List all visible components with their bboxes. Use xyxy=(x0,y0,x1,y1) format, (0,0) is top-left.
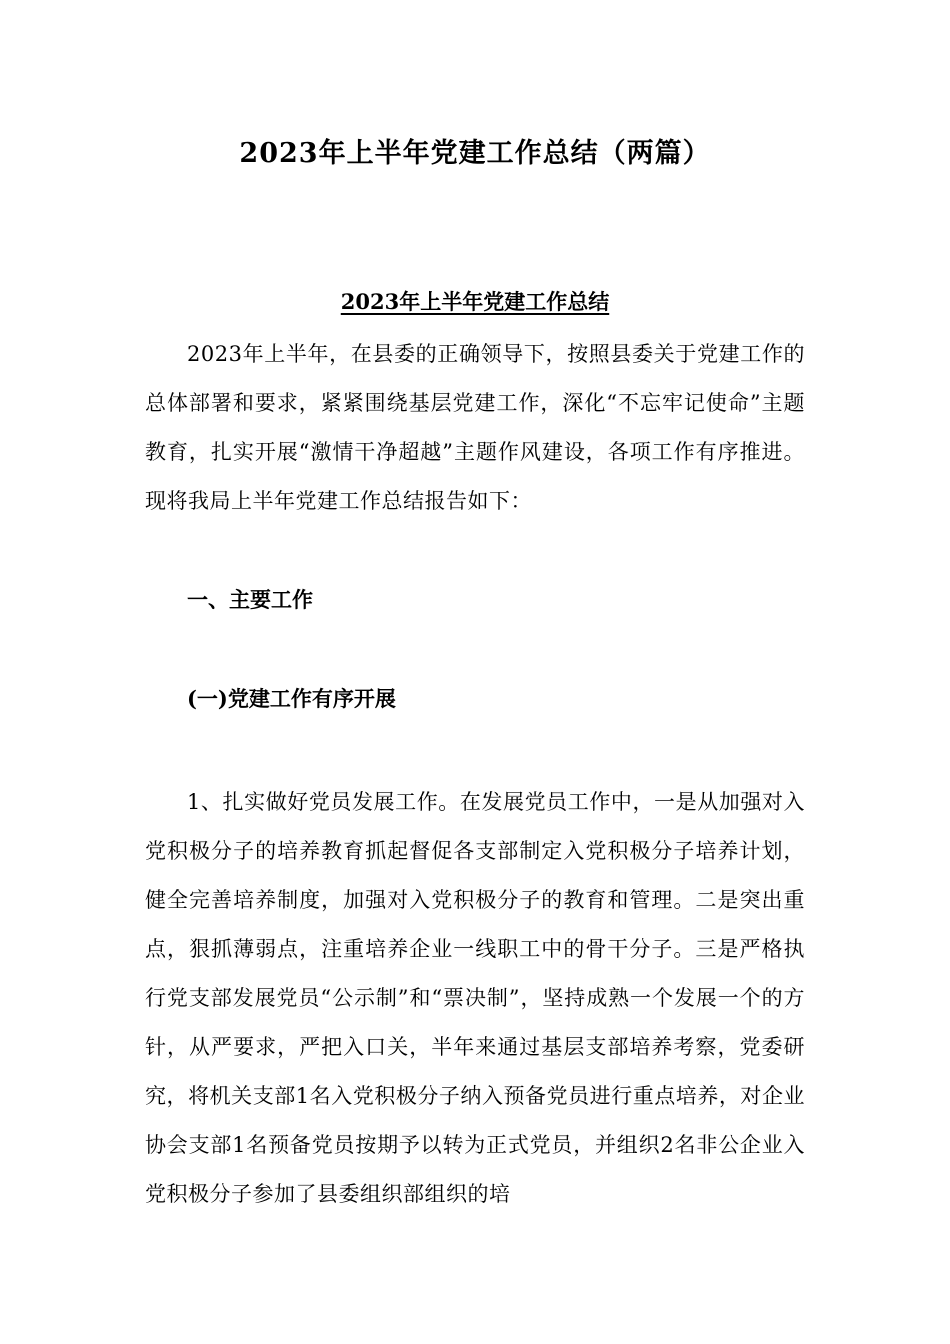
subsection-heading: (一)党建工作有序开展 xyxy=(187,686,396,711)
intro-paragraph: 2023年上半年，在县委的正确领导下，按照县委关于党建工作的总体部署和要求，紧紧围绕基层党建工作，深化“不忘牢记使命”主题教育，扎实开展“激情干净超越”主题作风建设，各项工作有序推进。现将我局上半年党建工作总结报告如下： xyxy=(145,342,805,513)
subtitle-text: 2023年上半年党建工作总结 xyxy=(340,289,610,314)
document-title: 2023年上半年党建工作总结（两篇） xyxy=(239,138,711,169)
section-heading: 一、主要工作 xyxy=(187,587,313,612)
body-paragraph: 1、扎实做好党员发展工作。在发展党员工作中，一是从加强对入党积极分子的培养教育抓起督促各支部制定入党积极分子培养计划，健全完善培养制度，加强对入党积极分子的教育和管理。二是突出重点，狠抓薄弱点，注重培养企业一线职工中的骨干分子。三是严格执行党支部发展党员“公示制”和“票决制”，坚持成熟一个发展一个的方针，从严要求，严把入口关，半年来通过基层支部培养考察，党委研究，将机关支部1名入党积极分子纳入预备党员进行重点培养，对企业协会支部1名预备党员按期予以转为正式党员，并组织2名非公企业入党积极分子参加了县委组织部组织的培 xyxy=(145,790,805,1206)
document-subtitle xyxy=(0,286,950,318)
